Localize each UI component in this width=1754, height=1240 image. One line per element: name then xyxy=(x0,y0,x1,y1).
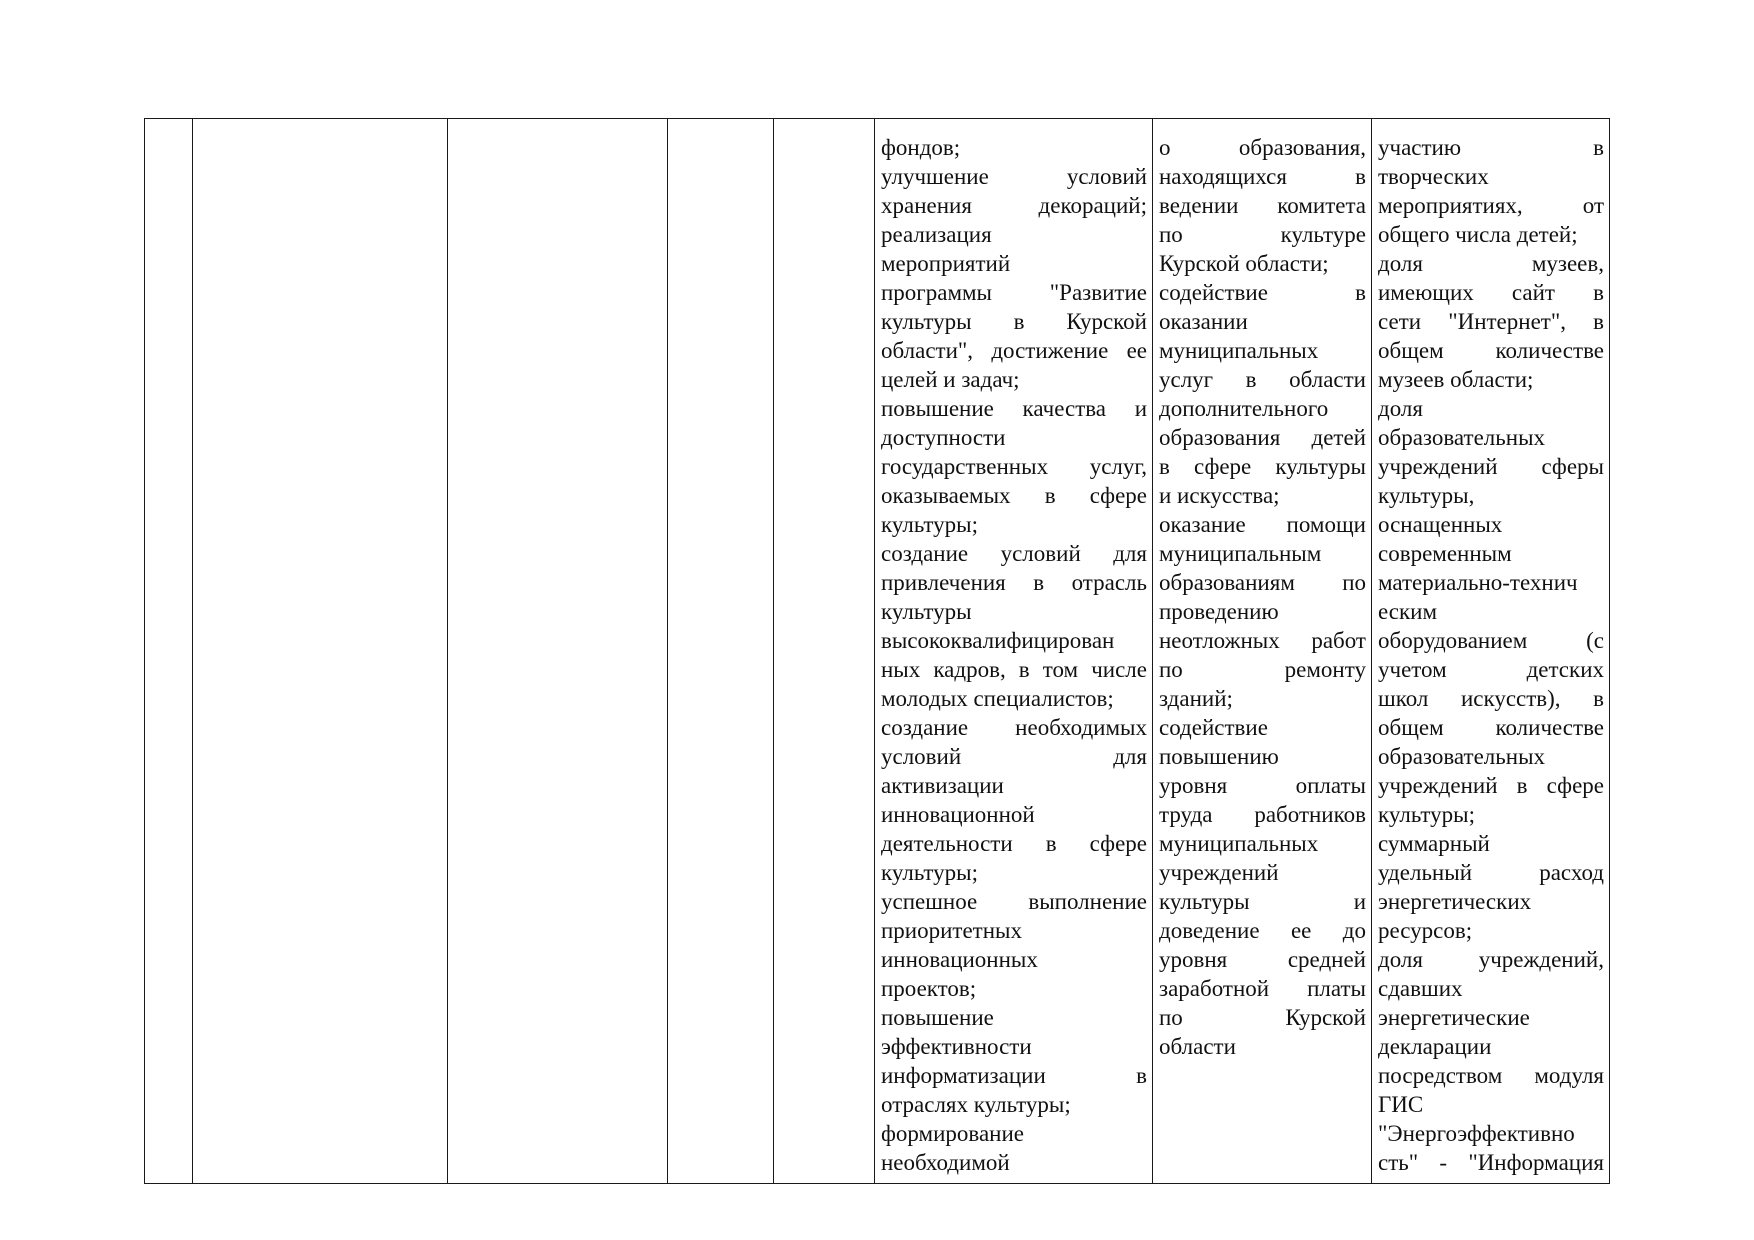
text-word: создание xyxy=(881,715,969,740)
text-word: общем xyxy=(1378,338,1444,363)
text-line xyxy=(1159,452,1366,481)
text-word: оборудованием xyxy=(1378,628,1528,653)
text-line xyxy=(1159,1003,1366,1032)
text-word: количестве xyxy=(1495,715,1604,740)
text-line xyxy=(1159,974,1366,1003)
text-word: сети xyxy=(1378,309,1422,334)
text-word: декораций; xyxy=(1038,193,1147,218)
text-word: уровня xyxy=(1159,947,1228,972)
text-word: ремонту xyxy=(1284,657,1366,682)
text-word: услуг, xyxy=(1089,454,1147,479)
text-word: культуры xyxy=(1275,454,1366,479)
text-line: культуры; xyxy=(881,512,979,537)
table-row xyxy=(145,119,1610,1184)
text-word: сфере xyxy=(1089,831,1147,856)
text-word: в xyxy=(1044,483,1056,508)
text-line: культуры, xyxy=(1378,483,1475,508)
text-line: муниципальным xyxy=(1159,541,1322,566)
text-line xyxy=(1159,916,1366,945)
text-word: о xyxy=(1159,135,1171,160)
text-word: условий xyxy=(1066,164,1147,189)
text-line xyxy=(881,307,1147,336)
text-line xyxy=(1378,626,1604,655)
text-line: современным xyxy=(1378,541,1512,566)
text-word: области", xyxy=(881,338,974,363)
text-word: привлечения xyxy=(881,570,1006,595)
text-line xyxy=(1159,162,1366,191)
text-line: энергетических xyxy=(1378,889,1532,914)
text-line xyxy=(1378,133,1604,162)
text-word: области xyxy=(1289,367,1366,392)
text-word: условий xyxy=(881,744,962,769)
text-line: еским xyxy=(1378,599,1438,624)
text-line xyxy=(1378,278,1604,307)
text-line xyxy=(1378,191,1604,220)
text-line xyxy=(881,539,1147,568)
table-cell-tasks xyxy=(1153,119,1372,1184)
text-word: выполнение xyxy=(1028,889,1147,914)
text-word: в xyxy=(1033,570,1045,595)
text-word: детских xyxy=(1526,657,1604,682)
text-word: учреждений, xyxy=(1478,947,1604,972)
text-line xyxy=(1378,1061,1604,1090)
text-line: зданий; xyxy=(1159,686,1233,711)
text-line xyxy=(1159,133,1366,162)
text-line xyxy=(881,162,1147,191)
text-word: - xyxy=(1439,1150,1448,1175)
text-line: дополнительного xyxy=(1159,396,1329,421)
text-line xyxy=(881,742,1147,771)
text-word: детей xyxy=(1311,425,1366,450)
text-line xyxy=(881,655,1147,684)
text-line xyxy=(881,1061,1147,1090)
text-word: посредством xyxy=(1378,1063,1503,1088)
text-line: муниципальных xyxy=(1159,831,1319,856)
text-line: декларации xyxy=(1378,1034,1492,1059)
text-line: фондов; xyxy=(881,135,961,160)
text-line: области xyxy=(1159,1034,1236,1059)
text-word: успешное xyxy=(881,889,978,914)
text-word: создание xyxy=(881,541,969,566)
text-line: повышение xyxy=(881,1005,994,1030)
text-line: учреждений xyxy=(1159,860,1279,885)
text-line: приоритетных xyxy=(881,918,1022,943)
text-word: по xyxy=(1159,1005,1183,1030)
text-word: расход xyxy=(1539,860,1604,885)
text-line: энергетические xyxy=(1378,1005,1530,1030)
table-cell-col4 xyxy=(668,119,774,1184)
text-word: удельный xyxy=(1378,860,1472,885)
text-line: материально-технич xyxy=(1378,570,1578,595)
text-word: сферы xyxy=(1541,454,1604,479)
text-line xyxy=(1159,887,1366,916)
text-word: работников xyxy=(1254,802,1366,827)
text-line: необходимой xyxy=(881,1150,1010,1175)
text-line: проектов; xyxy=(881,976,977,1001)
text-line: суммарный xyxy=(1378,831,1490,856)
text-word: участию xyxy=(1378,135,1462,160)
text-word: учреждений xyxy=(1378,454,1498,479)
text-word: до xyxy=(1342,918,1366,943)
text-line: культуры; xyxy=(1378,802,1476,827)
text-line: образовательных xyxy=(1378,425,1546,450)
text-line: культуры; xyxy=(881,860,979,885)
text-word: в xyxy=(1045,831,1057,856)
text-line xyxy=(881,713,1147,742)
text-word: доля xyxy=(1378,251,1423,276)
text-line: ресурсов; xyxy=(1378,918,1473,943)
text-word: образования xyxy=(1159,425,1281,450)
text-line xyxy=(1159,191,1366,220)
text-word: образованиям xyxy=(1159,570,1295,595)
text-line xyxy=(1378,713,1604,742)
text-word: доведение xyxy=(1159,918,1260,943)
document-table xyxy=(144,118,1610,1184)
text-word: средней xyxy=(1287,947,1366,972)
text-line xyxy=(1159,365,1366,394)
text-word: имеющих xyxy=(1378,280,1474,305)
text-word: платы xyxy=(1307,976,1366,1001)
text-line: формирование xyxy=(881,1121,1025,1146)
text-word: по xyxy=(1342,570,1366,595)
text-word: культуры xyxy=(1159,889,1250,914)
text-line xyxy=(1159,626,1366,655)
table-cell-number xyxy=(145,119,193,1184)
text-word: от xyxy=(1582,193,1604,218)
cell-text xyxy=(1372,119,1609,1177)
table-cell-col3 xyxy=(448,119,668,1184)
text-word: в xyxy=(1355,164,1366,189)
text-word: модуля xyxy=(1534,1063,1604,1088)
text-word: в xyxy=(1136,1063,1147,1088)
text-line: отраслях культуры; xyxy=(881,1092,1071,1117)
text-line xyxy=(1159,945,1366,974)
text-word: ных xyxy=(881,657,921,682)
text-line: Курской области; xyxy=(1159,251,1329,276)
text-line xyxy=(1378,307,1604,336)
text-word: в xyxy=(1159,454,1170,479)
text-line xyxy=(1159,800,1366,829)
text-line: эффективности xyxy=(881,1034,1032,1059)
text-word: "Развитие xyxy=(1049,280,1147,305)
text-line xyxy=(881,394,1147,423)
cell-text xyxy=(1153,119,1371,1061)
text-word: отрасль xyxy=(1071,570,1147,595)
text-line xyxy=(1159,278,1366,307)
text-word: "Информация xyxy=(1468,1150,1604,1175)
cell-text xyxy=(875,119,1152,1177)
text-word: оплаты xyxy=(1295,773,1366,798)
text-line: общего числа детей; xyxy=(1378,222,1578,247)
table-cell-indicators xyxy=(1372,119,1610,1184)
text-word: Курской xyxy=(1066,309,1147,334)
text-word: и xyxy=(1134,396,1147,421)
text-word: для xyxy=(1113,744,1147,769)
text-word: услуг xyxy=(1159,367,1214,392)
text-line: "Энергоэффективно xyxy=(1378,1121,1575,1146)
text-word: искусств), xyxy=(1460,686,1561,711)
text-word: в xyxy=(1018,657,1030,682)
text-line xyxy=(1378,249,1604,278)
text-line xyxy=(1159,423,1366,452)
text-line: доступности xyxy=(881,425,1006,450)
text-word: музеев, xyxy=(1531,251,1604,276)
text-word: доля xyxy=(1378,947,1423,972)
text-line xyxy=(881,481,1147,510)
text-word: в xyxy=(1593,280,1604,305)
text-word: культуры xyxy=(881,309,972,334)
text-word: государственных xyxy=(881,454,1049,479)
text-line xyxy=(1159,510,1366,539)
text-line: культуры xyxy=(881,599,972,624)
text-word: учетом xyxy=(1378,657,1447,682)
text-line: содействие xyxy=(1159,715,1268,740)
text-word: содействие xyxy=(1159,280,1268,305)
text-word: в xyxy=(1013,309,1025,334)
text-word: в xyxy=(1593,309,1604,334)
text-word: находящихся xyxy=(1159,164,1287,189)
text-line xyxy=(881,452,1147,481)
text-word: комитета xyxy=(1277,193,1366,218)
text-line: и искусства; xyxy=(1159,483,1280,508)
text-word: оказание xyxy=(1159,512,1246,537)
text-line: муниципальных xyxy=(1159,338,1319,363)
text-word: необходимых xyxy=(1015,715,1147,740)
text-word: в xyxy=(1355,280,1366,305)
text-word: сть" xyxy=(1378,1150,1419,1175)
text-line: инновационных xyxy=(881,947,1038,972)
text-line: высококвалифицирован xyxy=(881,628,1115,653)
text-line: повышению xyxy=(1159,744,1279,769)
text-line xyxy=(881,829,1147,858)
text-word: кадров, xyxy=(933,657,1006,682)
text-word: по xyxy=(1159,222,1183,247)
text-word: информатизации xyxy=(881,1063,1046,1088)
text-line: инновационной xyxy=(881,802,1035,827)
text-word: заработной xyxy=(1159,976,1270,1001)
text-word: сфере xyxy=(1193,454,1252,479)
text-word: уровня xyxy=(1159,773,1228,798)
text-line: активизации xyxy=(881,773,1004,798)
text-line xyxy=(881,887,1147,916)
text-line xyxy=(1378,771,1604,800)
text-word: оказываемых xyxy=(881,483,1011,508)
text-word: ее xyxy=(1126,338,1147,363)
text-word: культуре xyxy=(1280,222,1366,247)
text-line xyxy=(1378,336,1604,365)
text-word: сфере xyxy=(1546,773,1604,798)
text-word: образования, xyxy=(1238,135,1366,160)
text-line: проведению xyxy=(1159,599,1279,624)
text-word: неотложных xyxy=(1159,628,1280,653)
text-line: оказании xyxy=(1159,309,1248,334)
text-word: помощи xyxy=(1286,512,1366,537)
text-line: реализация xyxy=(881,222,992,247)
text-word: числе xyxy=(1091,657,1147,682)
text-line: мероприятий xyxy=(881,251,1011,276)
text-word: работ xyxy=(1311,628,1366,653)
text-line xyxy=(881,336,1147,365)
text-line: целей и задач; xyxy=(881,367,1020,392)
text-word: условий xyxy=(1000,541,1081,566)
text-word: труда xyxy=(1159,802,1213,827)
text-word: качества xyxy=(1022,396,1107,421)
text-word: школ xyxy=(1378,686,1429,711)
text-line xyxy=(1378,1148,1604,1177)
text-word: в xyxy=(1593,135,1604,160)
text-line: молодых специалистов; xyxy=(881,686,1114,711)
text-line xyxy=(881,278,1147,307)
text-line xyxy=(1378,945,1604,974)
text-word: ведении xyxy=(1159,193,1239,218)
text-word: программы xyxy=(881,280,993,305)
table-cell-expected-results xyxy=(875,119,1153,1184)
text-word: общем xyxy=(1378,715,1444,740)
text-word: улучшение xyxy=(881,164,989,189)
text-line xyxy=(1159,568,1366,597)
text-word: в xyxy=(1245,367,1257,392)
text-line xyxy=(1378,684,1604,713)
text-line xyxy=(1378,452,1604,481)
text-line: сдавших xyxy=(1378,976,1463,1001)
table-cell-col5 xyxy=(774,119,875,1184)
text-word: том xyxy=(1042,657,1079,682)
text-line xyxy=(1378,858,1604,887)
text-word: и xyxy=(1353,889,1366,914)
text-line xyxy=(881,191,1147,220)
text-word: по xyxy=(1159,657,1183,682)
text-word: учреждений xyxy=(1378,773,1498,798)
text-word: хранения xyxy=(881,193,972,218)
text-word: (с xyxy=(1586,628,1604,653)
text-word: мероприятиях, xyxy=(1378,193,1523,218)
table-cell-col2 xyxy=(193,119,448,1184)
text-line xyxy=(1159,220,1366,249)
text-line xyxy=(881,568,1147,597)
text-line: музеев области; xyxy=(1378,367,1534,392)
text-line xyxy=(1159,771,1366,800)
text-word: достижение xyxy=(991,338,1109,363)
text-line: образовательных xyxy=(1378,744,1546,769)
text-word: ее xyxy=(1290,918,1312,943)
text-line xyxy=(1378,655,1604,684)
text-line: доля xyxy=(1378,396,1423,421)
text-word: в xyxy=(1516,773,1528,798)
text-line: творческих xyxy=(1378,164,1489,189)
text-word: деятельности xyxy=(881,831,1013,856)
text-word: Курской xyxy=(1285,1005,1366,1030)
text-line xyxy=(1159,655,1366,684)
text-word: в xyxy=(1593,686,1604,711)
text-line: оснащенных xyxy=(1378,512,1503,537)
text-word: "Интернет", xyxy=(1448,309,1566,334)
text-word: количестве xyxy=(1495,338,1604,363)
text-word: повышение xyxy=(881,396,994,421)
text-word: для xyxy=(1113,541,1147,566)
text-word: сфере xyxy=(1089,483,1147,508)
text-word: сайт xyxy=(1511,280,1555,305)
text-line: ГИС xyxy=(1378,1092,1424,1117)
